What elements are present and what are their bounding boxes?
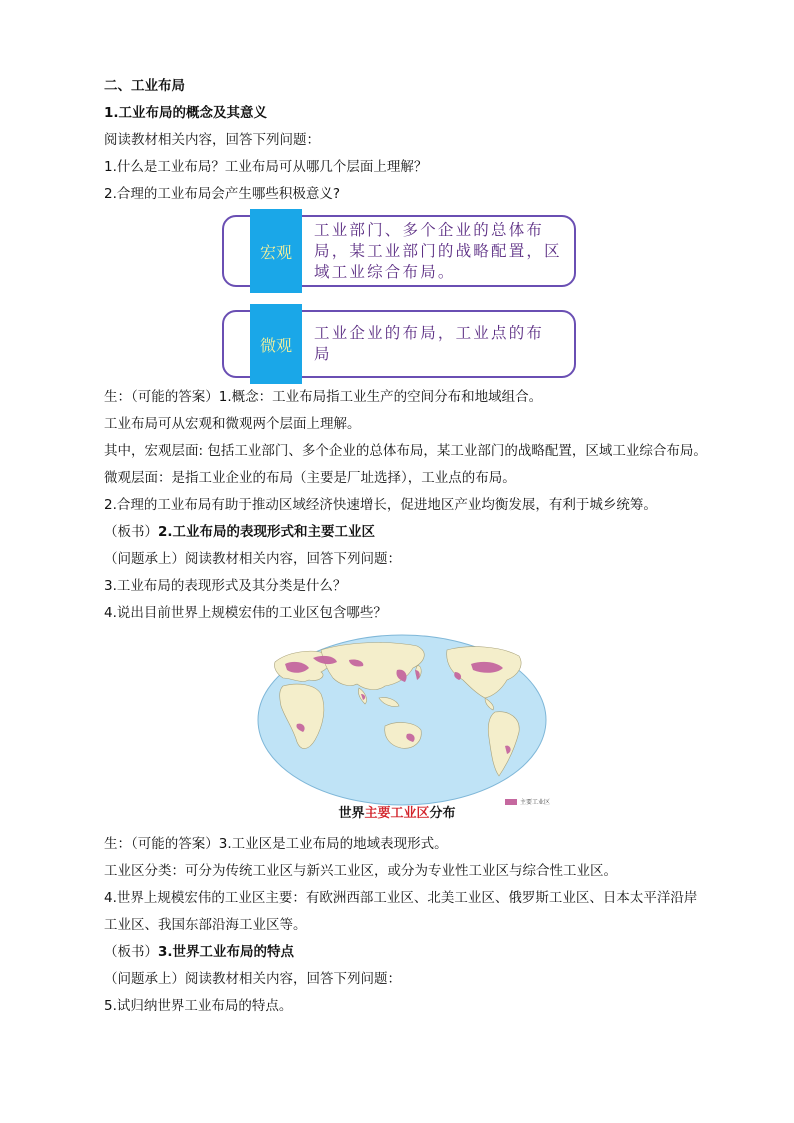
- board-heading-2: [104, 522, 375, 542]
- legend-label: 主要工业区: [520, 799, 551, 806]
- board-title: 3.世界工业布局的特点: [158, 944, 295, 960]
- question-intro: （问题承上）阅读教材相关内容，回答下列问题：: [104, 551, 401, 567]
- board-title: 2.工业布局的表现形式和主要工业区: [158, 524, 376, 540]
- question-2: 2.合理的工业布局会产生哪些积极意义?: [104, 186, 341, 202]
- subsection-title: 1.工业布局的概念及其意义: [104, 105, 268, 121]
- world-industrial-map: [257, 634, 547, 806]
- answer-line: 生：（可能的答案）1.概念：工业布局指工业生产的空间分布和地域组合。: [104, 389, 543, 405]
- question-5: 5.试归纳世界工业布局的特点。: [104, 998, 293, 1014]
- board-prefix: （板书）: [104, 524, 158, 540]
- micro-concept-box: [222, 310, 576, 378]
- answer-line: 其中，宏观层面: 包括工业部门、多个企业的总体布局，某工业部门的战略配置，区域工业综合布局。: [104, 443, 707, 459]
- question-1: 1.什么是工业布局？工业布局可从哪几个层面上理解？: [104, 159, 428, 175]
- section-title: 二、工业布局: [104, 78, 185, 94]
- answer-line: 工业区分类：可分为传统工业区与新兴工业区，或分为专业性工业区与综合性工业区。: [104, 863, 617, 879]
- macro-concept-box: [222, 215, 576, 287]
- legend-swatch: [505, 799, 517, 805]
- board-heading-3: [104, 942, 294, 962]
- caption-pre: 世界: [338, 806, 365, 821]
- caption-highlight: 主要工业区: [364, 806, 430, 821]
- micro-tag: 微观: [250, 304, 302, 384]
- answer-line: 4.世界上规模宏伟的工业区主要：有欧洲西部工业区、北美工业区、俄罗斯工业区、日本太平洋沿岸: [104, 890, 698, 906]
- question-3: 3.工业布局的表现形式及其分类是什么？: [104, 578, 347, 594]
- caption-post: 分布: [429, 806, 456, 821]
- answer-line: 微观层面：是指工业企业的布局（主要是厂址选择），工业点的布局。: [104, 470, 516, 486]
- macro-text: 工业部门、多个企业的总体布局，某工业部门的战略配置，区域工业综合布局。: [314, 221, 562, 281]
- answer-line: 生：（可能的答案）3.工业区是工业布局的地域表现形式。: [104, 836, 448, 852]
- micro-text: 工业企业的布局，工业点的布局: [314, 324, 545, 363]
- map-caption: [0, 805, 794, 823]
- answer-line: 工业布局可从宏观和微观两个层面上理解。: [104, 416, 361, 432]
- text-line: 阅读教材相关内容，回答下列问题：: [104, 132, 320, 148]
- question-4: 4.说出目前世界上规模宏伟的工业区包含哪些？: [104, 605, 387, 621]
- answer-line: 工业区、我国东部沿海工业区等。: [104, 917, 307, 933]
- question-intro: （问题承上）阅读教材相关内容，回答下列问题：: [104, 971, 401, 987]
- board-prefix: （板书）: [104, 944, 158, 960]
- macro-tag: 宏观: [250, 209, 302, 293]
- answer-line: 2.合理的工业布局有助于推动区域经济快速增长，促进地区产业均衡发展，有利于城乡统筹。: [104, 497, 657, 513]
